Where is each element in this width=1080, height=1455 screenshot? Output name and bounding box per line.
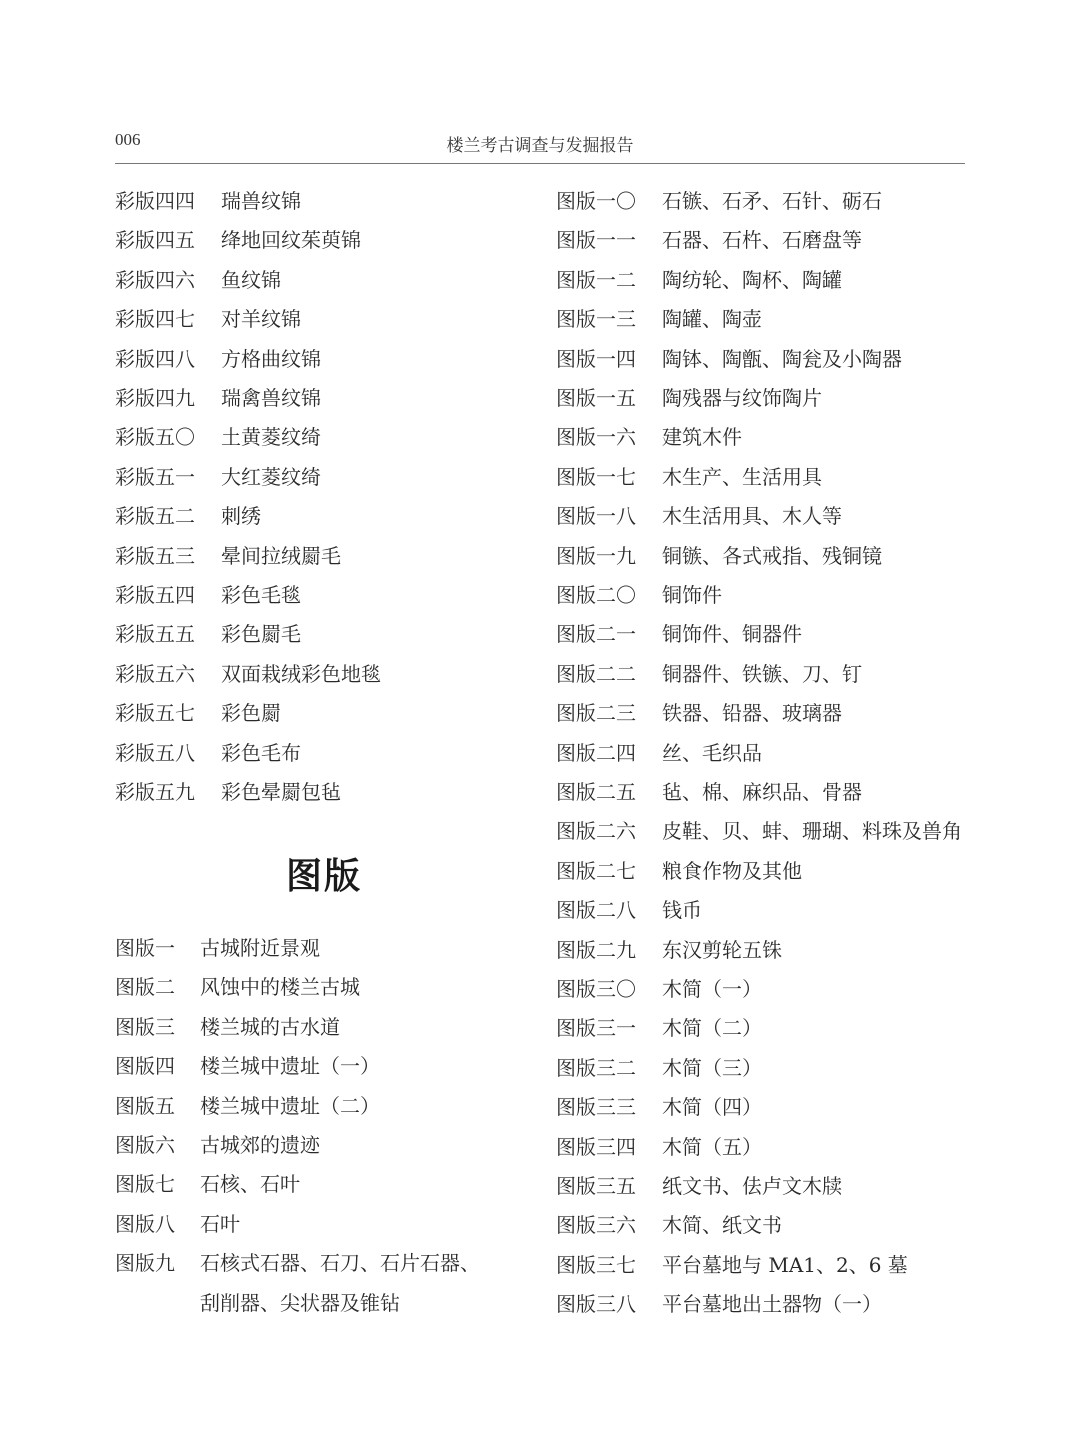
plate-description: 瑞禽兽纹锦	[221, 386, 321, 410]
plate-description: 土黄菱纹绮	[221, 425, 321, 450]
running-title: 楼兰考古调查与发掘报告	[446, 136, 634, 156]
plate-number: 彩版四七	[115, 307, 195, 332]
plate-description: 粮食作物及其他	[662, 858, 802, 883]
plate-description: 铜器件、铁镞、刀、钉	[662, 661, 862, 686]
plate-number: 图版八	[115, 1211, 175, 1236]
plate-number: 彩版四八	[115, 346, 195, 371]
plate-number: 彩版四五	[115, 228, 195, 253]
plate-description: 晕间拉绒罽毛	[221, 543, 341, 568]
plate-description: 铜饰件、铜器件	[662, 622, 802, 647]
plate-description: 石镞、石矛、石针、砺石	[662, 189, 882, 213]
plate-description: 石核式石器、石刀、石片石器、	[200, 1251, 480, 1276]
plate-number: 图版一三	[556, 307, 636, 332]
plate-number: 图版二九	[556, 937, 636, 962]
plate-description: 陶罐、陶壶	[662, 307, 762, 332]
header-rule	[115, 163, 965, 164]
plate-description: 木简（三）	[662, 1055, 762, 1080]
plate-number: 图版三七	[556, 1252, 636, 1277]
plate-description: 皮鞋、贝、蚌、珊瑚、料珠及兽角	[662, 819, 962, 844]
plate-number: 彩版四六	[115, 267, 195, 292]
plate-number: 图版九	[115, 1251, 175, 1276]
plate-description: 风蚀中的楼兰古城	[200, 975, 360, 1000]
plate-number: 图版一二	[556, 267, 636, 292]
plate-description: 铜饰件	[662, 583, 722, 607]
plate-number: 彩版五六	[115, 661, 195, 686]
plate-description: 建筑木件	[662, 425, 742, 450]
plate-number: 图版四	[115, 1054, 175, 1079]
plate-description: 绛地回纹茱萸锦	[221, 228, 361, 253]
plate-description: 铁器、铅器、玻璃器	[662, 701, 842, 726]
page-number: 006	[115, 130, 141, 149]
plate-description: 楼兰城中遗址（一）	[200, 1054, 380, 1079]
plate-description: 双面栽绒彩色地毯	[221, 661, 381, 686]
plate-description: 彩色毛毯	[221, 583, 301, 607]
plate-description: 楼兰城的古水道	[200, 1014, 340, 1039]
plate-number: 图版二〇	[556, 583, 636, 607]
plate-number: 图版三二	[556, 1055, 636, 1080]
plate-description: 木生产、生活用具	[662, 464, 822, 489]
plate-description: 彩色毛布	[221, 740, 301, 765]
plate-description: 木简（五）	[662, 1134, 762, 1159]
plate-description: 平台墓地与 MA1、2、6 墓	[662, 1252, 908, 1277]
plate-number: 图版三三	[556, 1095, 636, 1120]
plate-number: 彩版五四	[115, 583, 195, 607]
plate-description: 平台墓地出土器物（一）	[662, 1292, 882, 1317]
plate-number: 图版三〇	[556, 977, 636, 1001]
plate-description: 彩色罽	[221, 701, 281, 726]
plate-description: 木简（四）	[662, 1095, 762, 1120]
plate-number: 图版三四	[556, 1134, 636, 1159]
plate-number: 图版一九	[556, 543, 636, 568]
plate-number: 图版二一	[556, 622, 636, 647]
plate-number: 图版一七	[556, 464, 636, 489]
section-heading: 图版	[286, 855, 363, 897]
plate-description: 石核、石叶	[200, 1172, 300, 1197]
plate-number: 彩版五八	[115, 740, 195, 765]
plate-number: 图版三六	[556, 1213, 636, 1238]
plate-description: 东汉剪轮五铢	[662, 937, 782, 962]
plate-description: 陶纺轮、陶杯、陶罐	[662, 267, 842, 292]
plate-description: 刺绣	[221, 504, 261, 529]
plate-number: 彩版四四	[115, 189, 195, 213]
plate-number: 图版六	[115, 1133, 175, 1157]
plate-description: 方格曲纹锦	[221, 346, 321, 371]
plate-number: 图版二四	[556, 740, 636, 765]
plate-description: 木简、纸文书	[662, 1213, 782, 1238]
plate-number: 图版一五	[556, 386, 636, 410]
plate-number: 图版二六	[556, 819, 636, 844]
plate-description: 鱼纹锦	[221, 267, 281, 292]
plate-number: 彩版五七	[115, 701, 195, 726]
plate-number: 图版一一	[556, 228, 636, 253]
plate-number: 彩版四九	[115, 386, 195, 410]
plate-description: 陶钵、陶甑、陶瓮及小陶器	[662, 346, 902, 371]
plate-description: 铜镞、各式戒指、残铜镜	[662, 543, 882, 568]
plate-number: 图版一六	[556, 425, 636, 450]
plate-number: 图版二	[115, 975, 175, 1000]
plate-description: 彩色罽毛	[221, 622, 301, 647]
plate-description: 木简（一）	[662, 977, 762, 1001]
plate-number: 彩版五一	[115, 464, 195, 489]
plate-number: 图版二八	[556, 898, 636, 923]
plate-number: 图版五	[115, 1093, 175, 1118]
plate-description: 木简（二）	[662, 1016, 762, 1041]
plate-description: 古城郊的遗迹	[200, 1133, 320, 1157]
plate-number: 彩版五五	[115, 622, 195, 647]
plate-description: 钱币	[662, 898, 702, 923]
plate-number: 图版三一	[556, 1016, 636, 1041]
plate-description: 石器、石杵、石磨盘等	[662, 228, 862, 253]
plate-number: 图版三八	[556, 1292, 636, 1317]
plate-description: 楼兰城中遗址（二）	[200, 1093, 380, 1118]
plate-number: 彩版五二	[115, 504, 195, 529]
plate-number: 彩版五九	[115, 780, 195, 804]
plate-description: 对羊纹锦	[221, 307, 301, 332]
plate-description: 陶残器与纹饰陶片	[662, 386, 822, 410]
plate-number: 图版一四	[556, 346, 636, 371]
plate-description: 丝、毛织品	[662, 740, 762, 765]
plate-number: 图版二五	[556, 780, 636, 804]
plate-description: 刮削器、尖状器及锥钻	[200, 1290, 400, 1315]
plate-description: 古城附近景观	[200, 936, 320, 960]
plate-number: 彩版五〇	[115, 425, 195, 450]
plate-description: 大红菱纹绮	[221, 464, 321, 489]
plate-number: 图版一	[115, 936, 175, 960]
plate-description: 木生活用具、木人等	[662, 504, 842, 529]
plate-number: 图版一〇	[556, 189, 636, 213]
plate-number: 图版三	[115, 1014, 175, 1039]
plate-number: 图版二七	[556, 858, 636, 883]
plate-number: 图版七	[115, 1172, 175, 1197]
plate-description: 毡、棉、麻织品、骨器	[662, 780, 862, 804]
plate-description: 彩色晕罽包毡	[221, 780, 341, 804]
plate-number: 彩版五三	[115, 543, 195, 568]
plate-description: 瑞兽纹锦	[221, 189, 301, 213]
plate-number: 图版一八	[556, 504, 636, 529]
plate-number: 图版二二	[556, 661, 636, 686]
plate-description: 石叶	[200, 1211, 240, 1236]
plate-number: 图版二三	[556, 701, 636, 726]
plate-number: 图版三五	[556, 1174, 636, 1198]
plate-description: 纸文书、佉卢文木牍	[662, 1174, 842, 1198]
